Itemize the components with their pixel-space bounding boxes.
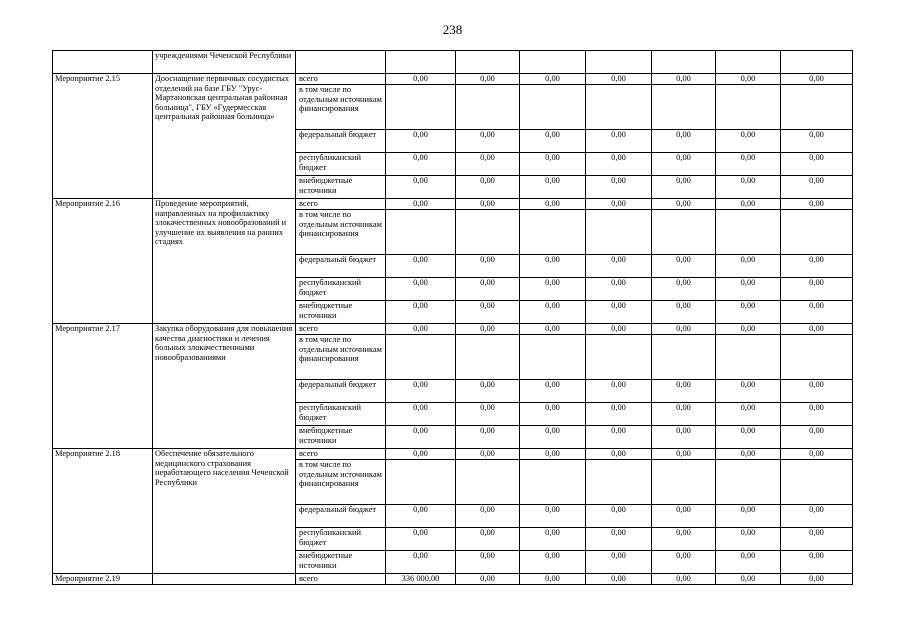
value-cell — [520, 85, 586, 130]
value-cell: 0,00 — [520, 403, 586, 426]
activity-name-cell — [53, 51, 153, 74]
table-row — [53, 324, 853, 335]
value-cell: 0,00 — [586, 301, 652, 324]
value-cell: 0,00 — [781, 528, 853, 551]
value-cell: 0,00 — [716, 505, 781, 528]
value-cell: 0,00 — [586, 449, 652, 460]
activity-name-cell: Мероприятие 2.17 — [53, 324, 153, 449]
value-cell: 0,00 — [386, 426, 456, 449]
value-cell: 0,00 — [456, 176, 520, 199]
value-cell: 0,00 — [386, 153, 456, 176]
value-cell: 0,00 — [781, 449, 853, 460]
value-cell: 0,00 — [716, 403, 781, 426]
value-cell — [652, 335, 716, 380]
value-cell: 0,00 — [586, 130, 652, 153]
activity-description-cell: учреждениями Чеченской Республики — [153, 51, 296, 74]
funding-source-cell: всего — [296, 74, 386, 85]
value-cell — [386, 460, 456, 505]
value-cell: 0,00 — [456, 324, 520, 335]
funding-source-cell: республиканский бюджет — [296, 278, 386, 301]
value-cell: 0,00 — [716, 574, 781, 585]
value-cell: 0,00 — [456, 574, 520, 585]
value-cell: 0,00 — [456, 199, 520, 210]
value-cell: 0,00 — [456, 130, 520, 153]
value-cell: 0,00 — [586, 551, 652, 574]
value-cell — [716, 460, 781, 505]
value-cell — [716, 51, 781, 74]
value-cell — [586, 85, 652, 130]
value-cell: 0,00 — [781, 278, 853, 301]
value-cell — [716, 85, 781, 130]
value-cell: 0,00 — [586, 380, 652, 403]
value-cell: 336 000,00 — [386, 574, 456, 585]
value-cell: 0,00 — [781, 324, 853, 335]
value-cell: 0,00 — [586, 74, 652, 85]
value-cell — [456, 51, 520, 74]
funding-source-cell: федеральный бюджет — [296, 130, 386, 153]
value-cell: 0,00 — [716, 153, 781, 176]
value-cell: 0,00 — [652, 505, 716, 528]
value-cell: 0,00 — [386, 255, 456, 278]
source-cell — [296, 51, 386, 74]
activity-name-cell: Мероприятие 2.19 — [53, 574, 153, 585]
value-cell: 0,00 — [652, 301, 716, 324]
value-cell: 0,00 — [716, 74, 781, 85]
value-cell: 0,00 — [520, 426, 586, 449]
value-cell: 0,00 — [781, 574, 853, 585]
activity-name-cell: Мероприятие 2.15 — [53, 74, 153, 199]
value-cell: 0,00 — [586, 324, 652, 335]
value-cell: 0,00 — [781, 380, 853, 403]
funding-source-cell: федеральный бюджет — [296, 505, 386, 528]
value-cell — [386, 335, 456, 380]
value-cell: 0,00 — [386, 278, 456, 301]
value-cell: 0,00 — [386, 301, 456, 324]
value-cell: 0,00 — [386, 130, 456, 153]
value-cell — [716, 335, 781, 380]
value-cell: 0,00 — [456, 403, 520, 426]
value-cell: 0,00 — [652, 324, 716, 335]
table-row — [53, 574, 853, 585]
value-cell: 0,00 — [386, 449, 456, 460]
value-cell: 0,00 — [520, 130, 586, 153]
value-cell — [386, 85, 456, 130]
value-cell: 0,00 — [520, 278, 586, 301]
value-cell: 0,00 — [386, 505, 456, 528]
activity-description-cell — [153, 574, 296, 585]
value-cell — [386, 51, 456, 74]
value-cell: 0,00 — [386, 324, 456, 335]
funding-source-cell: внебюджетные источники — [296, 176, 386, 199]
value-cell: 0,00 — [781, 176, 853, 199]
activity-description-cell: Проведение мероприятий, направленных на профилактику злокачественных новообразований и улучшение их выявления на ранних стадиях — [153, 199, 296, 324]
value-cell: 0,00 — [652, 551, 716, 574]
value-cell: 0,00 — [386, 380, 456, 403]
value-cell: 0,00 — [386, 176, 456, 199]
value-cell: 0,00 — [456, 153, 520, 176]
value-cell — [652, 85, 716, 130]
value-cell: 0,00 — [716, 551, 781, 574]
funding-source-cell: федеральный бюджет — [296, 380, 386, 403]
value-cell: 0,00 — [716, 130, 781, 153]
value-cell: 0,00 — [716, 301, 781, 324]
value-cell: 0,00 — [781, 426, 853, 449]
activity-name-cell: Мероприятие 2.18 — [53, 449, 153, 574]
value-cell: 0,00 — [716, 324, 781, 335]
funding-source-cell: всего — [296, 574, 386, 585]
activity-description-cell: Дооснащение первичных сосудистых отделений на базе ГБУ "Урус-Мартановская центральная районная больница", ГБУ «Гудермесская центральная районная больница» — [153, 74, 296, 199]
value-cell: 0,00 — [716, 449, 781, 460]
value-cell: 0,00 — [652, 403, 716, 426]
funding-source-cell: внебюджетные источники — [296, 301, 386, 324]
value-cell — [652, 51, 716, 74]
activity-description-cell: Закупка оборудования для повышения качества диагностики и лечения больных злокачественными новообразованиями — [153, 324, 296, 449]
value-cell: 0,00 — [386, 528, 456, 551]
value-cell: 0,00 — [652, 426, 716, 449]
value-cell — [652, 210, 716, 255]
value-cell: 0,00 — [386, 74, 456, 85]
value-cell — [586, 210, 652, 255]
value-cell: 0,00 — [586, 574, 652, 585]
value-cell: 0,00 — [652, 176, 716, 199]
value-cell: 0,00 — [781, 403, 853, 426]
value-cell — [456, 335, 520, 380]
value-cell — [386, 210, 456, 255]
funding-source-cell: в том числе по отдельным источникам финансирования — [296, 210, 386, 255]
value-cell: 0,00 — [716, 199, 781, 210]
value-cell: 0,00 — [781, 130, 853, 153]
value-cell: 0,00 — [652, 74, 716, 85]
value-cell: 0,00 — [456, 449, 520, 460]
value-cell: 0,00 — [781, 199, 853, 210]
value-cell — [586, 335, 652, 380]
value-cell — [520, 51, 586, 74]
value-cell: 0,00 — [456, 74, 520, 85]
value-cell: 0,00 — [520, 74, 586, 85]
value-cell: 0,00 — [716, 380, 781, 403]
value-cell: 0,00 — [586, 255, 652, 278]
table-row — [53, 199, 853, 210]
funding-source-cell: в том числе по отдельным источникам финансирования — [296, 335, 386, 380]
funding-source-cell: республиканский бюджет — [296, 528, 386, 551]
funding-source-cell: федеральный бюджет — [296, 255, 386, 278]
page-number: 238 — [442, 22, 463, 37]
value-cell: 0,00 — [586, 176, 652, 199]
value-cell: 0,00 — [586, 505, 652, 528]
table-row — [53, 74, 853, 85]
value-cell: 0,00 — [716, 176, 781, 199]
value-cell: 0,00 — [520, 449, 586, 460]
value-cell: 0,00 — [716, 278, 781, 301]
table-body — [53, 51, 853, 585]
value-cell: 0,00 — [456, 426, 520, 449]
value-cell: 0,00 — [520, 176, 586, 199]
funding-source-cell: республиканский бюджет — [296, 153, 386, 176]
activity-name-cell: Мероприятие 2.16 — [53, 199, 153, 324]
value-cell: 0,00 — [456, 278, 520, 301]
value-cell — [586, 51, 652, 74]
value-cell: 0,00 — [586, 426, 652, 449]
value-cell: 0,00 — [781, 74, 853, 85]
value-cell — [456, 210, 520, 255]
value-cell: 0,00 — [652, 255, 716, 278]
value-cell — [586, 460, 652, 505]
value-cell: 0,00 — [520, 505, 586, 528]
funding-source-cell: в том числе по отдельным источникам финансирования — [296, 85, 386, 130]
value-cell: 0,00 — [520, 324, 586, 335]
value-cell: 0,00 — [456, 255, 520, 278]
funding-source-cell: всего — [296, 199, 386, 210]
table-row — [53, 449, 853, 460]
value-cell: 0,00 — [520, 199, 586, 210]
value-cell: 0,00 — [586, 528, 652, 551]
value-cell: 0,00 — [652, 449, 716, 460]
value-cell: 0,00 — [652, 278, 716, 301]
value-cell: 0,00 — [520, 574, 586, 585]
value-cell: 0,00 — [520, 153, 586, 176]
value-cell: 0,00 — [586, 403, 652, 426]
continuation-row — [53, 51, 853, 74]
value-cell: 0,00 — [520, 551, 586, 574]
value-cell: 0,00 — [652, 153, 716, 176]
value-cell — [520, 210, 586, 255]
funding-source-cell: всего — [296, 324, 386, 335]
value-cell — [781, 51, 853, 74]
value-cell: 0,00 — [456, 505, 520, 528]
value-cell: 0,00 — [520, 380, 586, 403]
value-cell — [781, 210, 853, 255]
value-cell — [716, 210, 781, 255]
value-cell: 0,00 — [781, 301, 853, 324]
value-cell: 0,00 — [520, 528, 586, 551]
value-cell — [520, 460, 586, 505]
value-cell: 0,00 — [586, 153, 652, 176]
value-cell: 0,00 — [520, 301, 586, 324]
value-cell — [520, 335, 586, 380]
value-cell — [456, 85, 520, 130]
value-cell: 0,00 — [386, 199, 456, 210]
value-cell — [781, 85, 853, 130]
value-cell: 0,00 — [781, 551, 853, 574]
value-cell: 0,00 — [716, 426, 781, 449]
funding-source-cell: внебюджетные источники — [296, 426, 386, 449]
value-cell: 0,00 — [716, 255, 781, 278]
value-cell: 0,00 — [456, 301, 520, 324]
funding-source-cell: всего — [296, 449, 386, 460]
value-cell: 0,00 — [781, 505, 853, 528]
value-cell: 0,00 — [716, 528, 781, 551]
value-cell — [781, 460, 853, 505]
funding-table — [52, 50, 853, 585]
value-cell: 0,00 — [456, 528, 520, 551]
funding-source-cell: внебюджетные источники — [296, 551, 386, 574]
activity-description-cell: Обеспечение обязательного медицинского страхования неработающего населения Чеченской Республики — [153, 449, 296, 574]
value-cell: 0,00 — [586, 199, 652, 210]
value-cell: 0,00 — [386, 403, 456, 426]
value-cell: 0,00 — [386, 551, 456, 574]
funding-source-cell: республиканский бюджет — [296, 403, 386, 426]
value-cell: 0,00 — [652, 380, 716, 403]
value-cell — [652, 460, 716, 505]
value-cell: 0,00 — [456, 551, 520, 574]
value-cell: 0,00 — [781, 153, 853, 176]
value-cell: 0,00 — [456, 380, 520, 403]
value-cell: 0,00 — [586, 278, 652, 301]
value-cell: 0,00 — [652, 130, 716, 153]
value-cell: 0,00 — [652, 574, 716, 585]
funding-source-cell: в том числе по отдельным источникам финансирования — [296, 460, 386, 505]
value-cell: 0,00 — [781, 255, 853, 278]
value-cell — [456, 460, 520, 505]
value-cell — [781, 335, 853, 380]
value-cell: 0,00 — [652, 528, 716, 551]
value-cell: 0,00 — [652, 199, 716, 210]
value-cell: 0,00 — [520, 255, 586, 278]
